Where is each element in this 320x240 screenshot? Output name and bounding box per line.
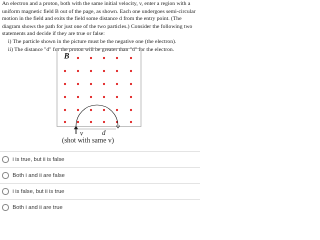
- option-1[interactable]: [0, 151, 200, 167]
- field-dot: [90, 57, 92, 59]
- field-dot: [77, 121, 79, 123]
- field-dot: [90, 121, 92, 123]
- field-diagram: [0, 48, 200, 148]
- field-dot: [103, 57, 105, 59]
- field-dot: [103, 96, 105, 98]
- field-dot: [90, 109, 92, 111]
- field-dot: [130, 109, 132, 111]
- option-label: i is true, but ii is false: [12, 156, 65, 163]
- question-intro: An electron and a proton, both with the same initial velocity, v, enter a region with a uniform magnetic field B out of the page, as shown. Each one undergoes semi-circular motion in the field and exits the field some distance d from the entry point. (The diagram shows the path for just one of the two particles.) Consider the following two statements and decide if they are true or false:: [2, 1, 196, 38]
- radio-button[interactable]: [2, 156, 9, 163]
- field-dot: [130, 57, 132, 59]
- field-dot: [116, 70, 118, 72]
- field-dot: [64, 96, 66, 98]
- field-dot: [130, 83, 132, 85]
- field-dot: [90, 70, 92, 72]
- answer-options: [0, 151, 200, 215]
- field-dot: [103, 121, 105, 123]
- field-dot: [64, 109, 66, 111]
- field-dot: [116, 83, 118, 85]
- field-dot: [130, 121, 132, 123]
- radio-button[interactable]: [2, 188, 9, 195]
- field-dot: [77, 96, 79, 98]
- field-dot: [103, 109, 105, 111]
- field-dot: [77, 109, 79, 111]
- statement-i: i) The particle shown in the picture must be the negative one (the electron).: [8, 38, 177, 45]
- field-dot: [103, 83, 105, 85]
- magnetic-field-figure: [0, 48, 200, 148]
- field-dot: [64, 121, 66, 123]
- field-dot: [116, 57, 118, 59]
- velocity-label-v: v: [80, 129, 84, 138]
- particle-path: [76, 105, 118, 126]
- field-label-b: B: [64, 51, 70, 61]
- field-dot: [64, 83, 66, 85]
- option-4[interactable]: [0, 199, 200, 215]
- option-3[interactable]: [0, 183, 200, 199]
- field-dot: [103, 70, 105, 72]
- field-dot: [90, 83, 92, 85]
- radio-button[interactable]: [2, 204, 9, 211]
- option-label: Both i and ii are false: [12, 172, 65, 179]
- statement-ii: ii) The distance "d" for the proton will be greater than "d" for the electron.: [8, 46, 175, 53]
- distance-label-d: d: [102, 129, 106, 137]
- field-dot: [116, 96, 118, 98]
- field-dot: [64, 70, 66, 72]
- field-dot: [77, 57, 79, 59]
- field-dot: [130, 96, 132, 98]
- field-dot: [77, 83, 79, 85]
- field-dot: [130, 70, 132, 72]
- question-text: [2, 1, 198, 54]
- field-dot: [90, 96, 92, 98]
- option-2[interactable]: [0, 167, 200, 183]
- field-dot: [77, 70, 79, 72]
- radio-button[interactable]: [2, 172, 9, 179]
- figure-caption: (shot with same v): [62, 136, 114, 145]
- field-dot: [116, 109, 118, 111]
- option-label: i is false, but ii is true: [12, 188, 65, 195]
- field-region: [57, 49, 141, 127]
- option-label: Both i and ii are true: [12, 204, 63, 211]
- field-dots: [64, 57, 132, 123]
